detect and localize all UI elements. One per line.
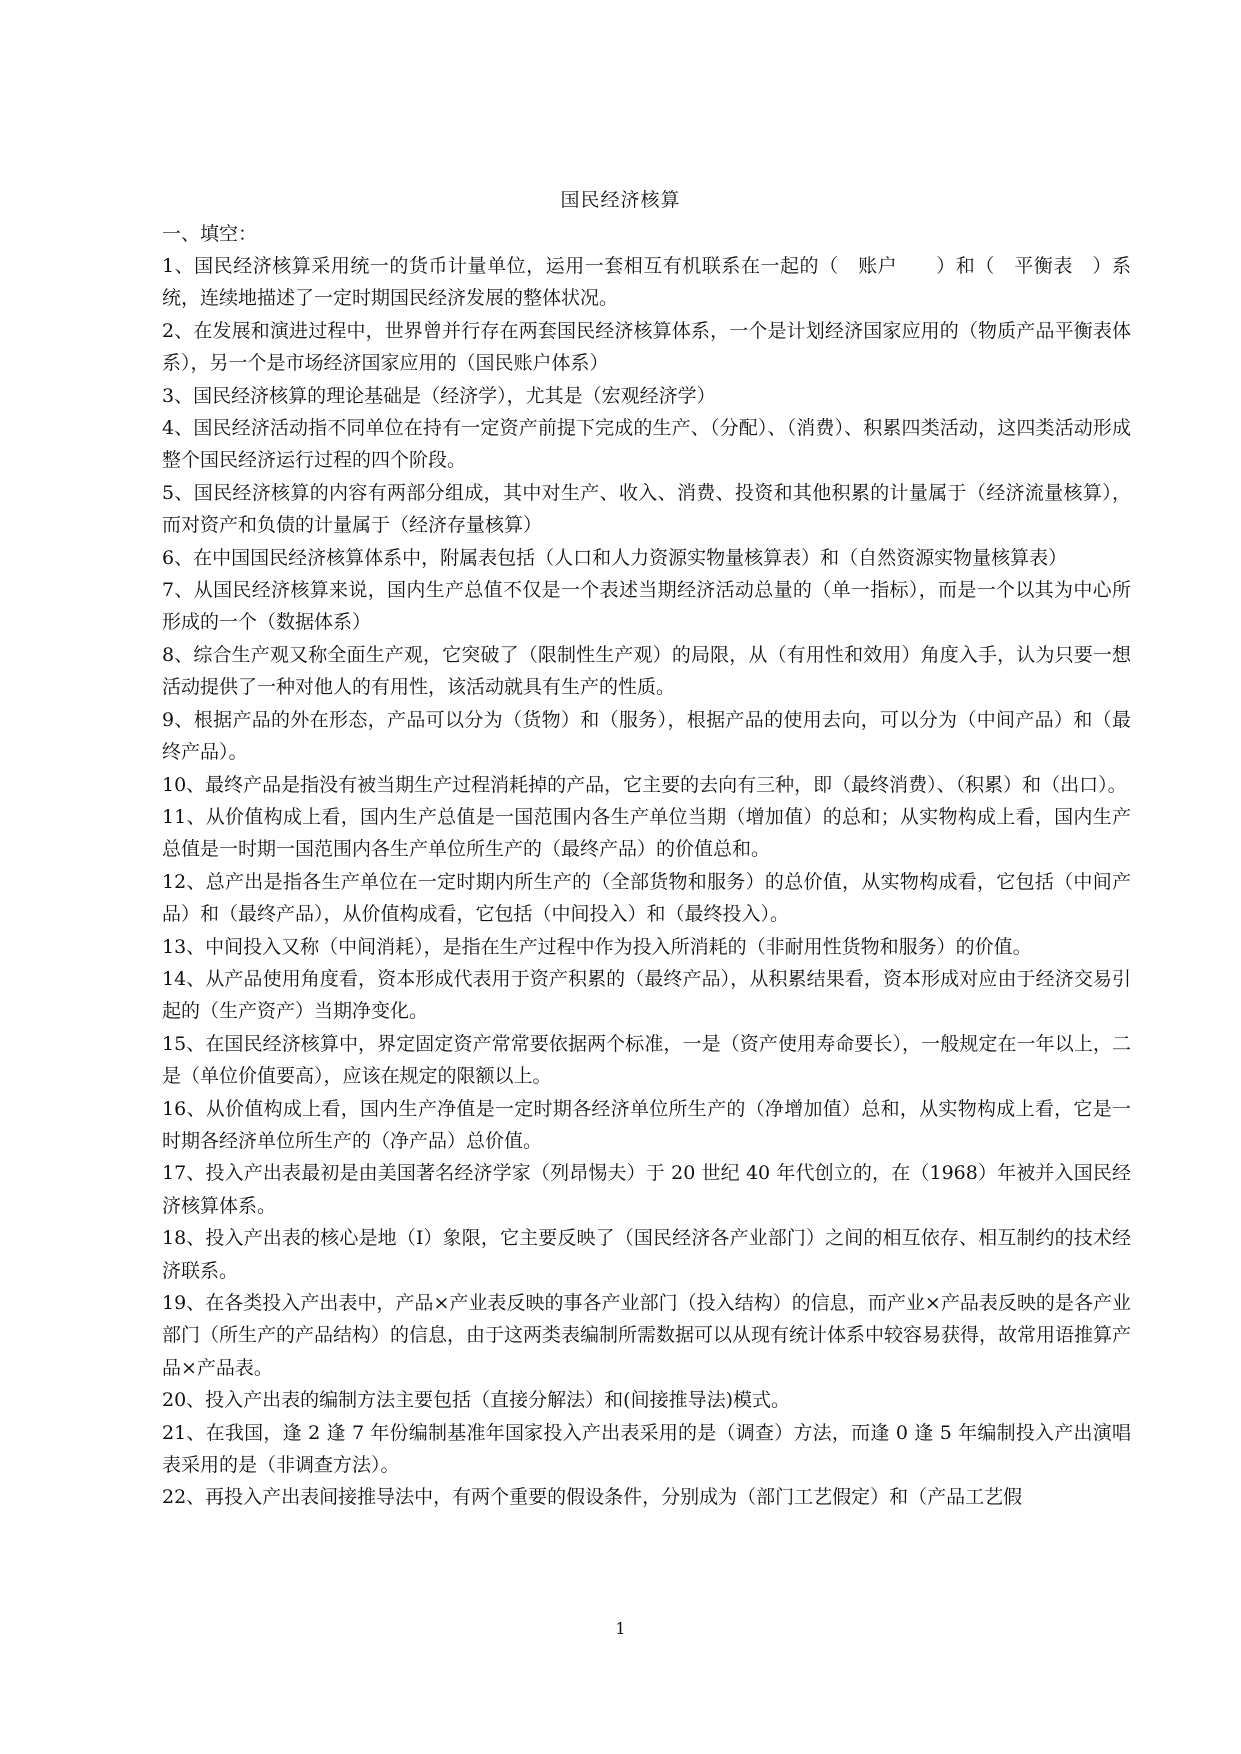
fill-blank-item-19: 19、在各类投入产出表中，产品×产业表反映的事各产业部门（投入结构）的信息，而产业×产品表反映的是各产业部门（所生产的产品结构）的信息，由于这两类表编制所需数据可以从现有统计体系中较容易获得，故常用语推算产品×产品表。	[162, 1292, 1132, 1379]
fill-blank-item-15: 15、在国民经济核算中，界定固定资产常常要依据两个标准，一是（资产使用寿命要长），一般规定在一年以上，二是（单位价值要高），应该在规定的限额以上。	[162, 1032, 1131, 1088]
page-number: 1	[615, 1619, 626, 1638]
fill-blank-item-16: 16、从价值构成上看，国内生产净值是一定时期各经济单位所生产的（净增加值）总和，从实物构成上看，它是一时期各经济单位所生产的（净产品）总价值。	[162, 1097, 1131, 1152]
document-title: 国民经济核算	[560, 189, 681, 211]
fill-blank-item-12: 12、总产出是指各生产单位在一定时期内所生产的（全部货物和服务）的总价值，从实物构成看，它包括（中间产品）和（最终产品），从价值构成看，它包括（中间投入）和（最终投入）。	[162, 870, 1131, 926]
fill-blank-item-14: 14、从产品使用角度看，资本形成代表用于资产积累的（最终产品），从积累结果看，资本形成对应由于经济交易引起的（生产资产）当期净变化。	[162, 967, 1131, 1023]
fill-blank-item-21: 21、在我国，逢 2 逢 7 年份编制基准年国家投入产出表采用的是（调查）方法，而逢 0 逢 5 年编制投入产出演唱表采用的是（非调查方法）。	[162, 1421, 1131, 1477]
fill-blank-item-8: 8、综合生产观又称全面生产观，它突破了（限制性生产观）的局限，从（有用性和效用）角度入手，认为只要一想活动提供了一种对他人的有用性，该活动就具有生产的性质。	[162, 643, 1131, 699]
fill-blank-item-6: 6、在中国国民经济核算体系中，附属表包括（人口和人力资源实物量核算表）和（自然资源实物量核算表）	[162, 546, 1068, 569]
fill-blank-item-3: 3、国民经济核算的理论基础是（经济学），尤其是（宏观经济学）	[162, 384, 716, 407]
fill-blank-item-20: 20、投入产出表的编制方法主要包括（直接分解法）和(间接推导法)模式。	[162, 1389, 791, 1412]
document-body	[162, 218, 1131, 1514]
fill-blank-item-18: 18、投入产出表的核心是地（Ⅰ）象限，它主要反映了（国民经济各产业部门）之间的相互依存、相互制约的技术经济联系。	[162, 1227, 1131, 1282]
fill-blank-item-5: 5、国民经济核算的内容有两部分组成，其中对生产、收入、消费、投资和其他积累的计量属于（经济流量核算），而对资产和负债的计量属于（经济存量核算）	[162, 481, 1131, 537]
fill-blank-item-11: 11、从价值构成上看，国内生产总值是一国范围内各生产单位当期（增加值）的总和；从实物构成上看，国内生产总值是一时期一国范围内各生产单位所生产的（最终产品）的价值总和。	[162, 805, 1131, 861]
fill-blank-item-13: 13、中间投入又称（中间消耗），是指在生产过程中作为投入所消耗的（非耐用性货物和服务）的价值。	[162, 935, 1032, 958]
fill-blank-item-17: 17、投入产出表最初是由美国著名经济学家（列昂惕夫）于 20 世纪 40 年代创立的，在（1968）年被并入国民经济核算体系。	[162, 1162, 1131, 1217]
fill-blank-item-7: 7、从国民经济核算来说，国内生产总值不仅是一个表述当期经济活动总量的（单一指标），而是一个以其为中心所形成的一个（数据体系）	[162, 579, 1131, 634]
fill-blank-item-4: 4、国民经济活动指不同单位在持有一定资产前提下完成的生产、（分配）、（消费）、积累四类活动，这四类活动形成整个国民经济运行过程的四个阶段。	[162, 417, 1131, 472]
fill-blank-item-9: 9、根据产品的外在形态，产品可以分为（货物）和（服务），根据产品的使用去向，可以分为（中间产品）和（最终产品）。	[162, 708, 1131, 764]
fill-blank-item-10: 10、最终产品是指没有被当期生产过程消耗掉的产品，它主要的去向有三种，即（最终消费）、（积累）和（出口）。	[162, 773, 1127, 796]
fill-blank-item-2: 2、在发展和演进过程中，世界曾并行存在两套国民经济核算体系，一个是计划经济国家应用的（物质产品平衡表体系），另一个是市场经济国家应用的（国民账户体系）	[162, 319, 1131, 375]
fill-blank-item-1: 1、国民经济核算采用统一的货币计量单位，运用一套相互有机联系在一起的（ 账户 ）和（ 平衡表 ）系统，连续地描述了一定时期国民经济发展的整体状况。	[162, 255, 1131, 310]
section-heading: 一、填空：	[162, 223, 258, 245]
fill-blank-item-22: 22、再投入产出表间接推导法中，有两个重要的假设条件，分别成为（部门工艺假定）和（产品工艺假	[162, 1486, 1023, 1509]
